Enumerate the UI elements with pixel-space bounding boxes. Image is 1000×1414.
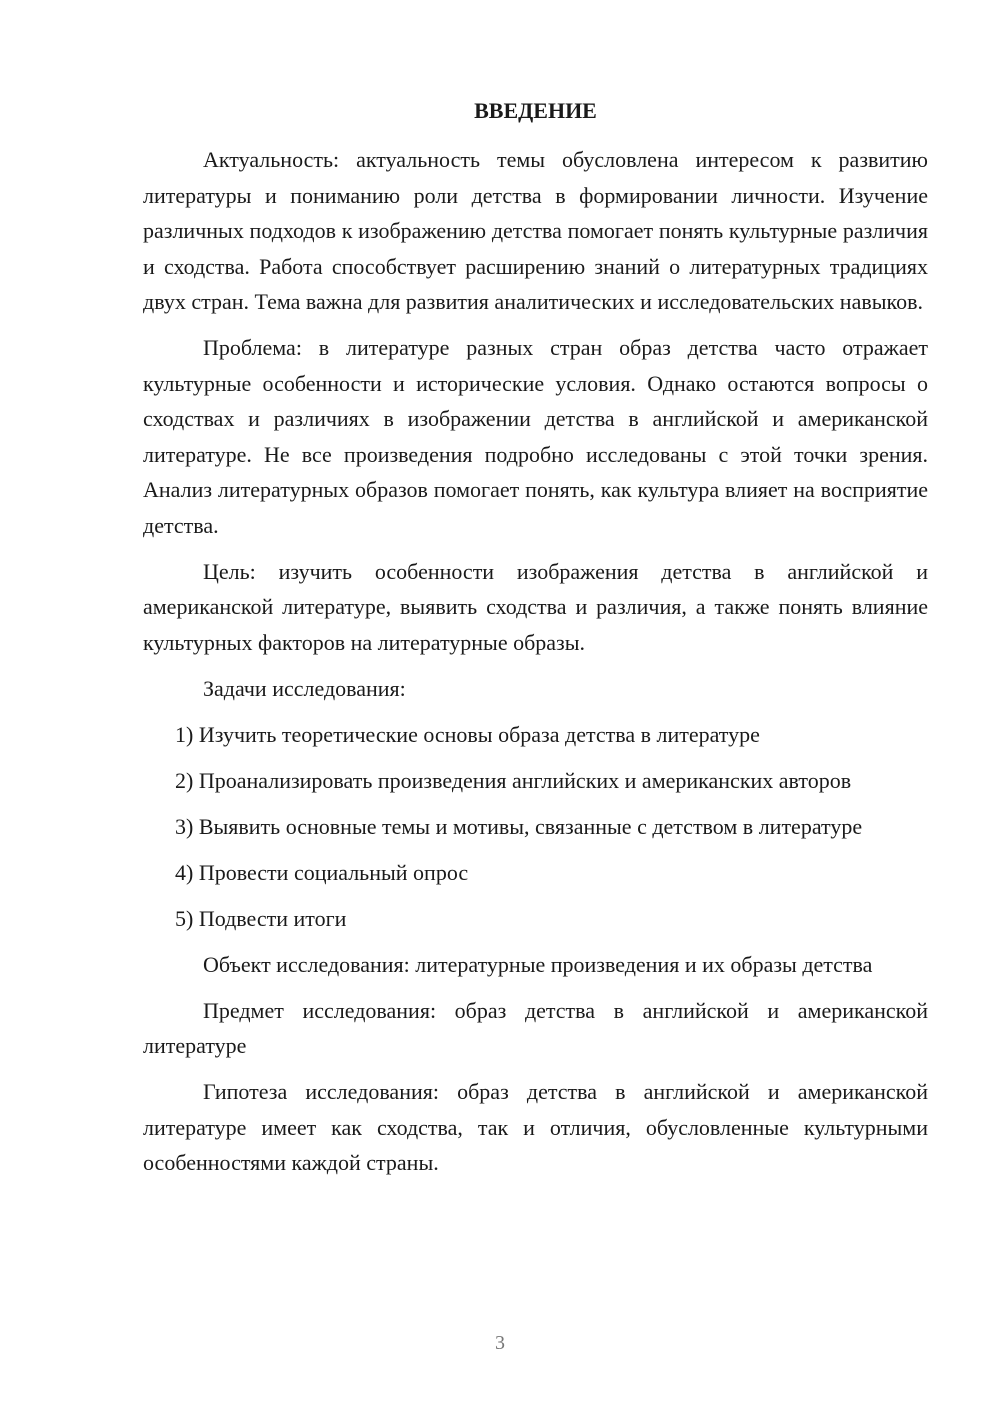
paragraph-relevance: Актуальность: актуальность темы обусловлена интересом к развитию литературы и пониманию роли детства в формировании личности. Изучение различных подходов к изображению детства помогает понять культурные различия и сходства. Работа способствует расширению знаний о литературных традициях двух стран. Тема важна для развития аналитических и исследовательских навыков.: [143, 147, 928, 314]
page-title: ВВЕДЕНИЕ: [474, 98, 597, 123]
task-item: 5) Подвести итоги: [175, 905, 347, 931]
task-item: 4) Провести социальный опрос: [175, 859, 469, 885]
paragraph-object: Объект исследования: литературные произведения и их образы детства: [203, 951, 873, 977]
task-item: 1) Изучить теоретические основы образа детства в литературе: [175, 721, 760, 747]
page-number: 3: [495, 1332, 505, 1354]
tasks-heading: Задачи исследования:: [203, 675, 406, 701]
paragraph-subject: Предмет исследования: образ детства в английской и американской литературе: [143, 997, 928, 1058]
document-body: [143, 142, 928, 1191]
paragraph-goal: Цель: изучить особенности изображения детства в английской и американской литературе, выявить сходства и различия, а также понять влияние культурных факторов на литературные образы.: [143, 558, 928, 655]
task-item: 2) Проанализировать произведения английских и американских авторов: [175, 767, 852, 793]
paragraph-hypothesis: Гипотеза исследования: образ детства в английской и американской литературе имеет как сходства, так и отличия, обусловленные культурными особенностями каждой страны.: [143, 1079, 928, 1175]
paragraph-problem: Проблема: в литературе разных стран образ детства часто отражает культурные особенности и исторические условия. Однако остаются вопросы о сходствах и различиях в изображении детства в английской и американской литературе. Не все произведения подробно исследованы с этой точки зрения. Анализ литературных образов помогает понять, как культура влияет на восприятие детства.: [143, 335, 928, 538]
task-item: 3) Выявить основные темы и мотивы, связанные с детством в литературе: [175, 813, 863, 839]
